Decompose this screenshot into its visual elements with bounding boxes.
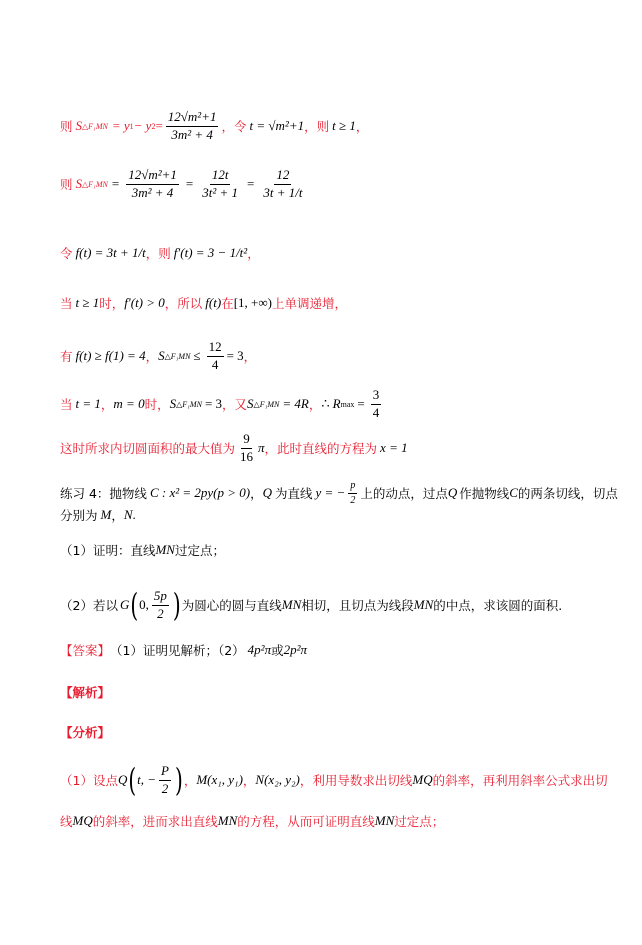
math-C-def: C : x² = 2py(p > 0) xyxy=(149,485,251,500)
math-y2-sub: 2 xyxy=(151,121,156,131)
jiexi-label: 【解析】 xyxy=(60,685,111,700)
question-2: （2）若以 G ( 0, $\frac{5p}{2}$ ) 为圆心的圆与直线 MN 相切，且切点为线段 MN 的中点，求该圆的面积. xyxy=(60,586,563,625)
text-comma: ， xyxy=(250,486,263,501)
answer-text: （1）证明见解析；（2） xyxy=(110,643,245,658)
math-C2: C xyxy=(509,485,518,500)
fraction-den: 4 xyxy=(211,356,219,372)
text-tangent: 作抛物线 xyxy=(459,486,510,501)
q2-tail1: 为圆心的圆与直线 xyxy=(181,598,282,614)
fraction-den: 2 xyxy=(350,494,356,506)
fraction-den: 16 xyxy=(240,448,254,464)
text-tail: ，此时直线的方程为 xyxy=(264,441,378,457)
math-eq-y: = y xyxy=(111,118,130,134)
fraction-1-num: 12√m²+1 xyxy=(126,168,179,185)
an1-tail: ，利用导数求出切线 xyxy=(299,773,413,789)
text-shi: 时， xyxy=(144,397,170,413)
math-cond: t ≥ 1 xyxy=(75,295,100,310)
fraction-num: 5p xyxy=(152,589,169,606)
math-t1: t = 1 xyxy=(75,396,101,412)
an2-t2: 的斜率，进而求出直线 xyxy=(92,814,218,829)
math-MN2: MN xyxy=(413,597,434,613)
text-end: ， xyxy=(243,349,257,365)
analysis-line-2 xyxy=(60,812,444,830)
math-eq4R: = 4R xyxy=(282,396,309,412)
fraction-den: 2 xyxy=(161,780,169,796)
math-f-prime: f′(t) = 3 − 1/t² xyxy=(173,245,248,260)
text-tangent-end: 的两条切线，切点 xyxy=(517,486,618,501)
math-coord-a: 0, xyxy=(139,597,149,613)
text-line: 为直线 xyxy=(274,486,313,501)
math-eq: = 3 xyxy=(226,348,244,364)
math-S2: S xyxy=(247,396,254,412)
text-conclusion: 这时所求内切圆面积的最大值为 xyxy=(60,441,236,457)
math-le: ≤ xyxy=(193,348,201,364)
text-mid: ，则 xyxy=(145,246,171,261)
line-conclusion xyxy=(60,432,408,465)
text-ling: 令 xyxy=(60,246,73,261)
text-you: 有 xyxy=(60,349,73,365)
fraction-12-4 xyxy=(207,340,224,373)
math-S: S xyxy=(158,348,165,364)
answer-a1: 4p²π xyxy=(247,642,272,657)
math-eq3: = 3 xyxy=(204,396,223,412)
fraction-3-num: 12 xyxy=(274,168,291,185)
text-comma: ， xyxy=(111,508,124,523)
q2-tail3: 的中点，求该圆的面积. xyxy=(433,598,563,614)
math-MN: MN xyxy=(155,542,175,557)
answer-line xyxy=(60,641,307,659)
math-t: t, − xyxy=(137,772,157,788)
text-ling: 令 xyxy=(234,119,247,135)
math-eq: = xyxy=(357,396,365,412)
fraction-area-den: 3m² + 4 xyxy=(171,126,213,142)
math-M: M(x₁, y₁) xyxy=(196,772,243,788)
line-inequality xyxy=(60,340,256,373)
text-dang: 当 xyxy=(60,296,73,311)
math-S-sub: △F₁MN xyxy=(176,399,202,409)
math-Q2: Q xyxy=(447,485,458,500)
fraction-den: 4 xyxy=(372,404,380,420)
math-S-sub: △F₁MN xyxy=(82,121,108,131)
text-resp: 分别为 xyxy=(60,508,98,523)
math-Q: Q xyxy=(117,772,128,788)
math-MN: MN xyxy=(217,813,238,828)
fraction-area xyxy=(166,110,219,143)
line-max-radius xyxy=(60,388,384,421)
text-suoyi: ，所以 xyxy=(164,296,203,311)
text-comma2: ， xyxy=(304,119,317,135)
fraction-9-16 xyxy=(238,432,255,465)
math-N: N(x₂, y₂) xyxy=(255,772,300,788)
math-MQ: MQ xyxy=(412,772,433,788)
an1-tail2: 的斜率，再利用斜率公式求出切 xyxy=(432,773,608,789)
fraction-num: p xyxy=(348,480,357,494)
an2-t4: 过定点； xyxy=(394,814,445,829)
fraction-3 xyxy=(261,168,304,201)
fenxi-label: 【分析】 xyxy=(60,725,111,740)
fraction-num: 9 xyxy=(241,432,252,449)
q2-text: （2）若以 xyxy=(60,598,118,614)
fraction-3-den: 3t + 1/t xyxy=(263,184,303,200)
text-end: ， xyxy=(355,119,369,135)
text-comma1: ， xyxy=(183,773,197,789)
q1-text: （1）证明：直线 xyxy=(60,543,156,558)
fraction-1 xyxy=(126,168,179,201)
text-zei: 则 xyxy=(60,119,73,135)
math-R: R xyxy=(332,396,341,412)
fraction-2-den: 3t² + 1 xyxy=(202,184,239,200)
math-eqn: x = 1 xyxy=(380,440,408,456)
math-f-def: f(t) = 3t + 1/t xyxy=(75,245,146,260)
text-comma: ， xyxy=(100,397,114,413)
math-S: S xyxy=(75,118,83,134)
math-R-sub: max xyxy=(340,399,355,409)
text-shi: 时， xyxy=(99,296,125,311)
text-dot: . xyxy=(132,507,136,522)
line-area-expression xyxy=(60,110,368,143)
fraction-1-den: 3m² + 4 xyxy=(131,184,174,200)
line-area-substitution: 则 S △F₁MN = $\frac{\text{12√m²+1}}{\text{3m² + 4}}$ = $\frac{12t}{\text{3t² + 1}}$ = $\frac{12}{3t + 1/t}$ xyxy=(60,167,303,200)
math-m0: m = 0 xyxy=(113,396,145,412)
math-eq: = xyxy=(155,118,163,134)
text-end: ， xyxy=(247,246,260,261)
math-fp: f′(t) > 0 xyxy=(124,295,165,310)
jiexi-heading xyxy=(60,683,110,701)
fraction-area-num: 12√m²+1 xyxy=(166,110,219,127)
answer-tag: 【答案】 xyxy=(60,643,111,658)
math-S: S xyxy=(75,176,83,192)
math-ft: f(t) xyxy=(205,295,222,310)
answer-or: 或 xyxy=(271,643,284,658)
math-t-cond: t ≥ 1 xyxy=(332,118,356,134)
fraction-num: P xyxy=(159,764,171,781)
math-G: G xyxy=(119,597,130,613)
math-MN2: MN xyxy=(374,813,395,828)
text-zei: 则 xyxy=(60,177,73,193)
line-function-def xyxy=(60,244,260,262)
text-tail: 上单调递增， xyxy=(271,296,347,311)
text-zai: 在 xyxy=(221,296,234,311)
text-you: ，又 xyxy=(222,397,248,413)
q2-tail2: 相切，且切点为线段 xyxy=(301,598,414,614)
q1-tail: 过定点； xyxy=(174,543,225,558)
fraction-num: 12 xyxy=(207,340,224,357)
text-comma: ， xyxy=(221,119,234,135)
text-comma2: ， xyxy=(308,397,322,413)
analysis-line-1: （1）设点 Q ( t, − $\frac{P}{2}$ ) ， M(x₁, y₁) ， N(x₂, y₂) ，利用导数求出切线 MQ 的斜率，再利用斜率公式求出切 xyxy=(60,761,608,800)
math-t-def: t = √m²+1 xyxy=(249,118,305,134)
text-dang: 当 xyxy=(60,397,73,413)
math-S: S xyxy=(169,396,177,412)
fraction-2 xyxy=(200,168,240,201)
math-MN: MN xyxy=(281,597,302,613)
math-S-sub: △F₁MN xyxy=(164,351,191,361)
an1-text: （1）设点 xyxy=(60,773,118,789)
math-y1-sub: 1 xyxy=(129,121,134,131)
fraction-P-2 xyxy=(159,764,171,797)
fraction-3-4 xyxy=(371,388,382,421)
text-moving: 上的动点，过点 xyxy=(360,486,448,501)
math-S-sub: △F₁MN xyxy=(82,179,108,189)
text-comma: ， xyxy=(145,349,159,365)
math-MQ: MQ xyxy=(72,813,93,828)
answer-a2: 2p²π xyxy=(283,642,308,657)
math-M: M xyxy=(100,507,112,522)
question-1 xyxy=(60,541,225,559)
line-monotonic xyxy=(60,294,347,312)
fraction-5p-2 xyxy=(152,589,169,622)
math-interval: [1, +∞) xyxy=(233,295,272,310)
math-therefore: ∴ xyxy=(321,396,330,412)
fraction-p-2 xyxy=(348,480,357,506)
fraction-2-num: 12t xyxy=(210,168,231,185)
math-minus-y: − y xyxy=(133,118,152,134)
exercise-4-line-1 xyxy=(60,480,618,506)
an2-t3: 的方程，从而可证明直线 xyxy=(237,814,375,829)
fraction-num: 3 xyxy=(371,388,382,405)
an2-text: 线 xyxy=(60,814,73,829)
exercise-4-line-2 xyxy=(60,506,136,524)
exercise-label: 练习 4：抛物线 xyxy=(60,486,147,501)
text-zei2: 则 xyxy=(316,119,330,135)
fraction-den: 2 xyxy=(157,605,164,621)
fenxi-heading xyxy=(60,723,110,741)
math-S2-sub: △F₁MN xyxy=(253,399,280,409)
math-pi: π xyxy=(258,440,265,456)
math-ineq: f(t) ≥ f(1) = 4 xyxy=(75,348,146,364)
math-N: N xyxy=(123,507,133,522)
math-y: y = − xyxy=(315,485,346,500)
text-comma2: ， xyxy=(242,773,256,789)
math-Q: Q xyxy=(262,485,272,500)
